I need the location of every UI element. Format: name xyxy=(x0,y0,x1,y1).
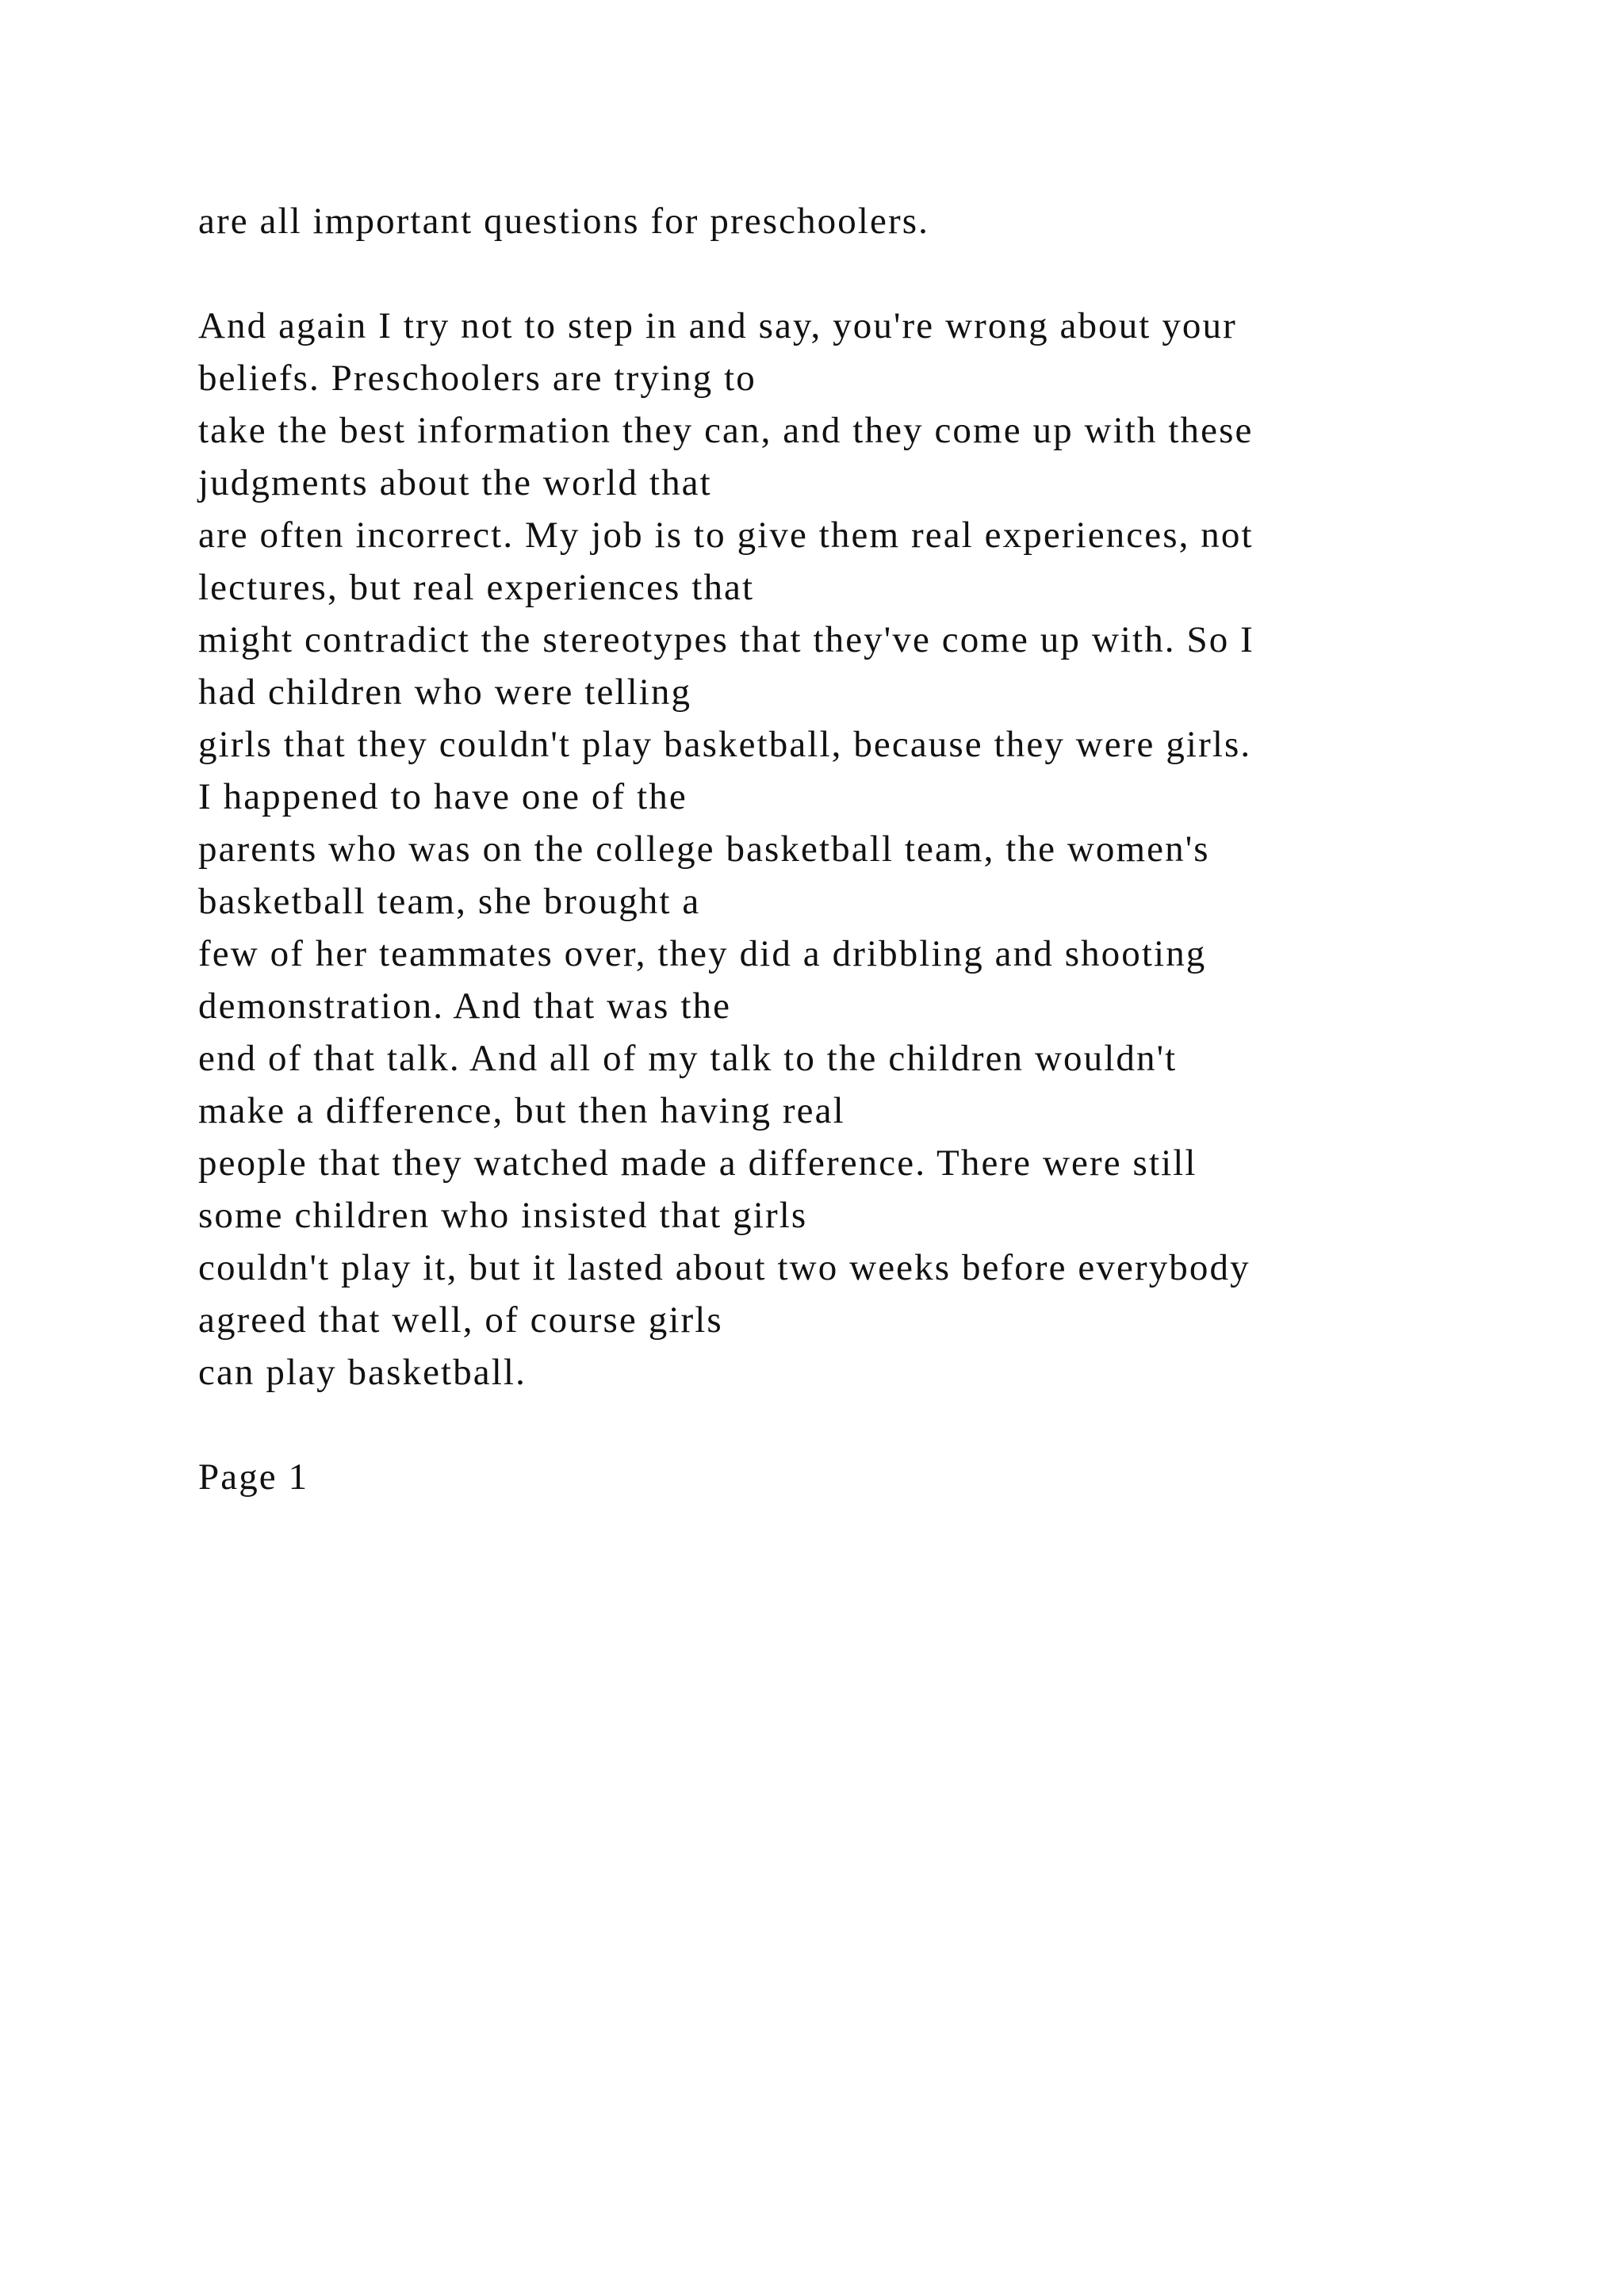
text-line: And again I try not to step in and say, you're wrong about your xyxy=(198,305,1237,346)
text-line: can play basketball. xyxy=(198,1352,527,1393)
text-line: might contradict the stereotypes that they've come up with. So I xyxy=(198,619,1254,660)
text-line: I happened to have one of the xyxy=(198,776,688,817)
text-line: few of her teammates over, they did a dribbling and shooting xyxy=(198,933,1207,974)
text-line: are often incorrect. My job is to give them real experiences, not xyxy=(198,515,1254,556)
text-line: girls that they couldn't play basketball, because they were girls. xyxy=(198,724,1252,765)
text-line: parents who was on the college basketball team, the women's xyxy=(198,828,1210,870)
text-line: take the best information they can, and they come up with these xyxy=(198,410,1254,451)
text-line: some children who insisted that girls xyxy=(198,1195,808,1236)
text-line: had children who were telling xyxy=(198,672,692,713)
text-line: end of that talk. And all of my talk to the children wouldn't xyxy=(198,1038,1178,1079)
page-number: Page 1 xyxy=(198,1456,309,1498)
text-line: judgments about the world that xyxy=(198,462,712,503)
text-line: people that they watched made a difference. There were still xyxy=(198,1142,1197,1184)
text-line: couldn't play it, but it lasted about two weeks before everybody xyxy=(198,1247,1251,1288)
text-line: make a difference, but then having real xyxy=(198,1090,845,1131)
text-line: agreed that well, of course girls xyxy=(198,1299,723,1341)
text-line: basketball team, she brought a xyxy=(198,881,701,922)
text-line: are all important questions for preschoolers. xyxy=(198,201,929,242)
document-text xyxy=(198,195,1546,1503)
text-line: beliefs. Preschoolers are trying to xyxy=(198,358,756,399)
text-line: demonstration. And that was the xyxy=(198,985,732,1027)
text-line: lectures, but real experiences that xyxy=(198,567,755,608)
paragraph-gap xyxy=(198,1399,1546,1451)
paragraph-gap xyxy=(198,247,1546,300)
